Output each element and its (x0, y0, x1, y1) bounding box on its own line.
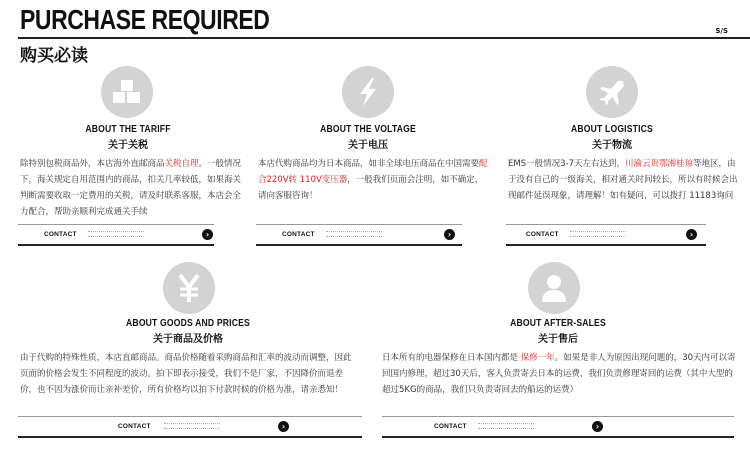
contact-label: CONTACT (44, 231, 77, 238)
logistics-card (506, 66, 738, 248)
arrow-right-icon[interactable]: › (202, 229, 213, 240)
divider (382, 416, 734, 417)
person-icon (528, 262, 580, 314)
divider (382, 436, 734, 438)
contact-label: CONTACT (434, 423, 467, 430)
contact-fineprint (326, 231, 382, 237)
tariff-title-cn: 关于关税 (108, 140, 148, 151)
voltage-card (256, 66, 486, 248)
tariff-contact-bar[interactable] (18, 224, 214, 246)
page-mark: S/S (715, 27, 728, 35)
page-header (0, 0, 750, 68)
after-sales-title-en: ABOUT AFTER-SALES (510, 318, 606, 329)
divider (18, 436, 362, 438)
arrow-right-icon[interactable]: › (278, 421, 289, 432)
airplane-icon (586, 66, 638, 118)
yen-icon (163, 262, 215, 314)
arrow-right-icon[interactable]: › (592, 421, 603, 432)
goods-prices-body: 由于代购的特殊性质，本店直邮商品。商品价格随着采购商品和汇率的波动而调整，因此页面的价格会发生不同程度的波动。拍下即表示接受，我们不是厂家，不因降价而退差价，也不因为涨价而让亲补差价，所有价格均以拍下付款时候的价格为准，请亲悉知！ (20, 353, 352, 395)
contact-fineprint (478, 423, 534, 429)
voltage-body: 本店代购商品均为日本商品，如非全球电压商品在中国需要配合220V转 110V变压器，一般我们页面会注明，如不确定，请向客服咨询！ (258, 159, 488, 201)
logistics-body: EMS一般情况3-7天左右达到，川渝云贵鄂湘桂琼等地区，由于没有自己的一级海关，相对通关时间较长，所以有时候会出现邮件延误现象，请理解！如有疑问，可以拨打 11183询问 (508, 159, 738, 201)
header-divider (18, 37, 750, 39)
logistics-highlight: 川渝云贵鄂湘桂琼 (624, 159, 693, 169)
contact-fineprint (88, 231, 144, 237)
divider (256, 224, 462, 225)
contact-label: CONTACT (526, 231, 559, 238)
divider (18, 244, 214, 246)
divider (18, 224, 214, 225)
contact-fineprint (164, 423, 220, 429)
arrow-right-icon[interactable]: › (686, 229, 697, 240)
after-sales-highlight: 保修一年 (520, 353, 555, 363)
arrow-right-icon[interactable]: › (444, 229, 455, 240)
voltage-contact-bar[interactable] (256, 224, 462, 246)
tariff-title-en: ABOUT THE TARIFF (85, 124, 171, 135)
tariff-body: 除特别包税商品外，本店海外直邮商品关税自理。一般情况下，海关规定自用范围内的商品，扣关几率较低，如果海关判断需要收取一定费用的关税，请及时联系客服，本店会全力配合，帮助亲顺利完成通关手续 (20, 159, 242, 217)
tariff-highlight: 关税自理 (164, 159, 199, 169)
logistics-title-en: ABOUT LOGISTICS (571, 124, 653, 135)
after-sales-body: 日本所有的电器保修在日本国内都是 保修一年。如果是非人为原因出现问题的，30天内可以寄回国内修理，超过30天后，客人负责寄去日本的运费，我们负责修理寄回的运费（其中大型的超过5KG的商品，我们只负责寄回去的船运的运费） (382, 353, 736, 395)
goods-prices-card (18, 262, 358, 432)
tariff-card (18, 66, 244, 248)
divider (506, 244, 706, 246)
goods-prices-title-en: ABOUT GOODS AND PRICES (126, 318, 250, 329)
lightning-icon (342, 66, 394, 118)
page-subtitle: 购买必读 (20, 46, 88, 66)
goods-prices-contact-bar[interactable] (18, 416, 362, 438)
divider (506, 224, 706, 225)
divider (256, 244, 462, 246)
after-sales-title-cn: 关于售后 (538, 334, 578, 345)
after-sales-contact-bar[interactable] (382, 416, 734, 438)
voltage-title-en: ABOUT THE VOLTAGE (320, 124, 416, 135)
voltage-highlight: 配合220V转 110V变压器 (258, 159, 488, 185)
logistics-contact-bar[interactable] (506, 224, 706, 246)
divider (18, 416, 362, 417)
contact-label: CONTACT (282, 231, 315, 238)
page-title: PURCHASE REQUIRED (20, 4, 270, 35)
after-sales-card (382, 262, 738, 432)
logistics-title-cn: 关于物流 (592, 140, 632, 151)
box-icon (101, 66, 153, 118)
voltage-title-cn: 关于电压 (348, 140, 388, 151)
goods-prices-title-cn: 关于商品及价格 (153, 334, 223, 345)
contact-label: CONTACT (118, 423, 151, 430)
contact-fineprint (570, 231, 626, 237)
